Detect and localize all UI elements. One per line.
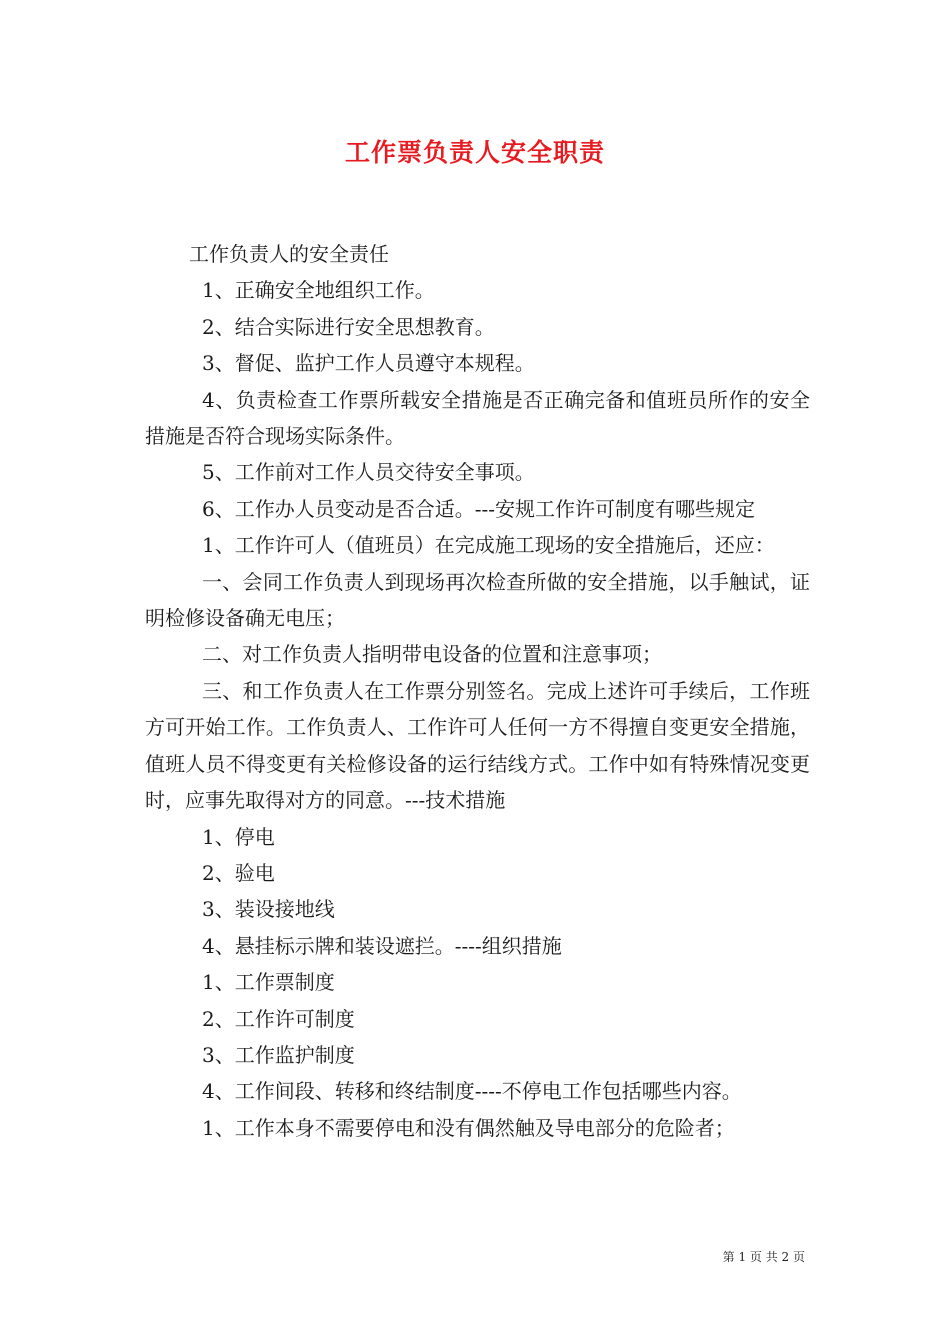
list-item: 1、工作票制度	[202, 970, 335, 995]
list-item: 2、验电	[202, 860, 275, 885]
list-item: 1、停电	[202, 824, 275, 849]
list-item: 3、装设接地线	[202, 897, 335, 922]
page-number: 第 1 页 共 2 页	[722, 1250, 805, 1264]
paragraph: 1、正确安全地组织工作。	[202, 278, 435, 303]
paragraph: 2、结合实际进行安全思想教育。	[202, 314, 495, 339]
list-item: 4、工作间段、转移和终结制度----不停电工作包括哪些内容。	[202, 1079, 742, 1104]
paragraph: 一、会同工作负责人到现场再次检查所做的安全措施，以手触试，证明检修设备确无电压；	[145, 569, 810, 631]
paragraph: 6、工作办人员变动是否合适。---安规工作许可制度有哪些规定	[202, 496, 755, 521]
list-item: 4、悬挂标示牌和装设遮拦。----组织措施	[202, 933, 562, 958]
document-title: 工作票负责人安全职责	[344, 138, 605, 167]
list-item: 3、工作监护制度	[202, 1042, 355, 1067]
paragraph: 二、对工作负责人指明带电设备的位置和注意事项；	[202, 642, 662, 667]
paragraph: 三、和工作负责人在工作票分别签名。完成上述许可手续后，工作班方可开始工作。工作负责人、工作许可人任何一方不得擅自变更安全措施，值班人员不得变更有关检修设备的运行结线方式。工作中如有特殊情况变更时，应事先取得对方的同意。---技术措施	[145, 678, 810, 813]
section-heading: 工作负责人的安全责任	[189, 242, 389, 266]
list-item: 1、工作本身不需要停电和没有偶然触及导电部分的危险者；	[202, 1115, 735, 1140]
paragraph: 4、负责检查工作票所载安全措施是否正确完备和值班员所作的安全措施是否符合现场实际条件。	[145, 387, 810, 449]
paragraph: 1、工作许可人（值班员）在完成施工现场的安全措施后，还应：	[202, 533, 775, 558]
document-body	[145, 236, 810, 1146]
list-item: 2、工作许可制度	[202, 1006, 355, 1031]
paragraph: 5、工作前对工作人员交待安全事项。	[202, 460, 535, 485]
paragraph: 3、督促、监护工作人员遵守本规程。	[202, 351, 535, 376]
